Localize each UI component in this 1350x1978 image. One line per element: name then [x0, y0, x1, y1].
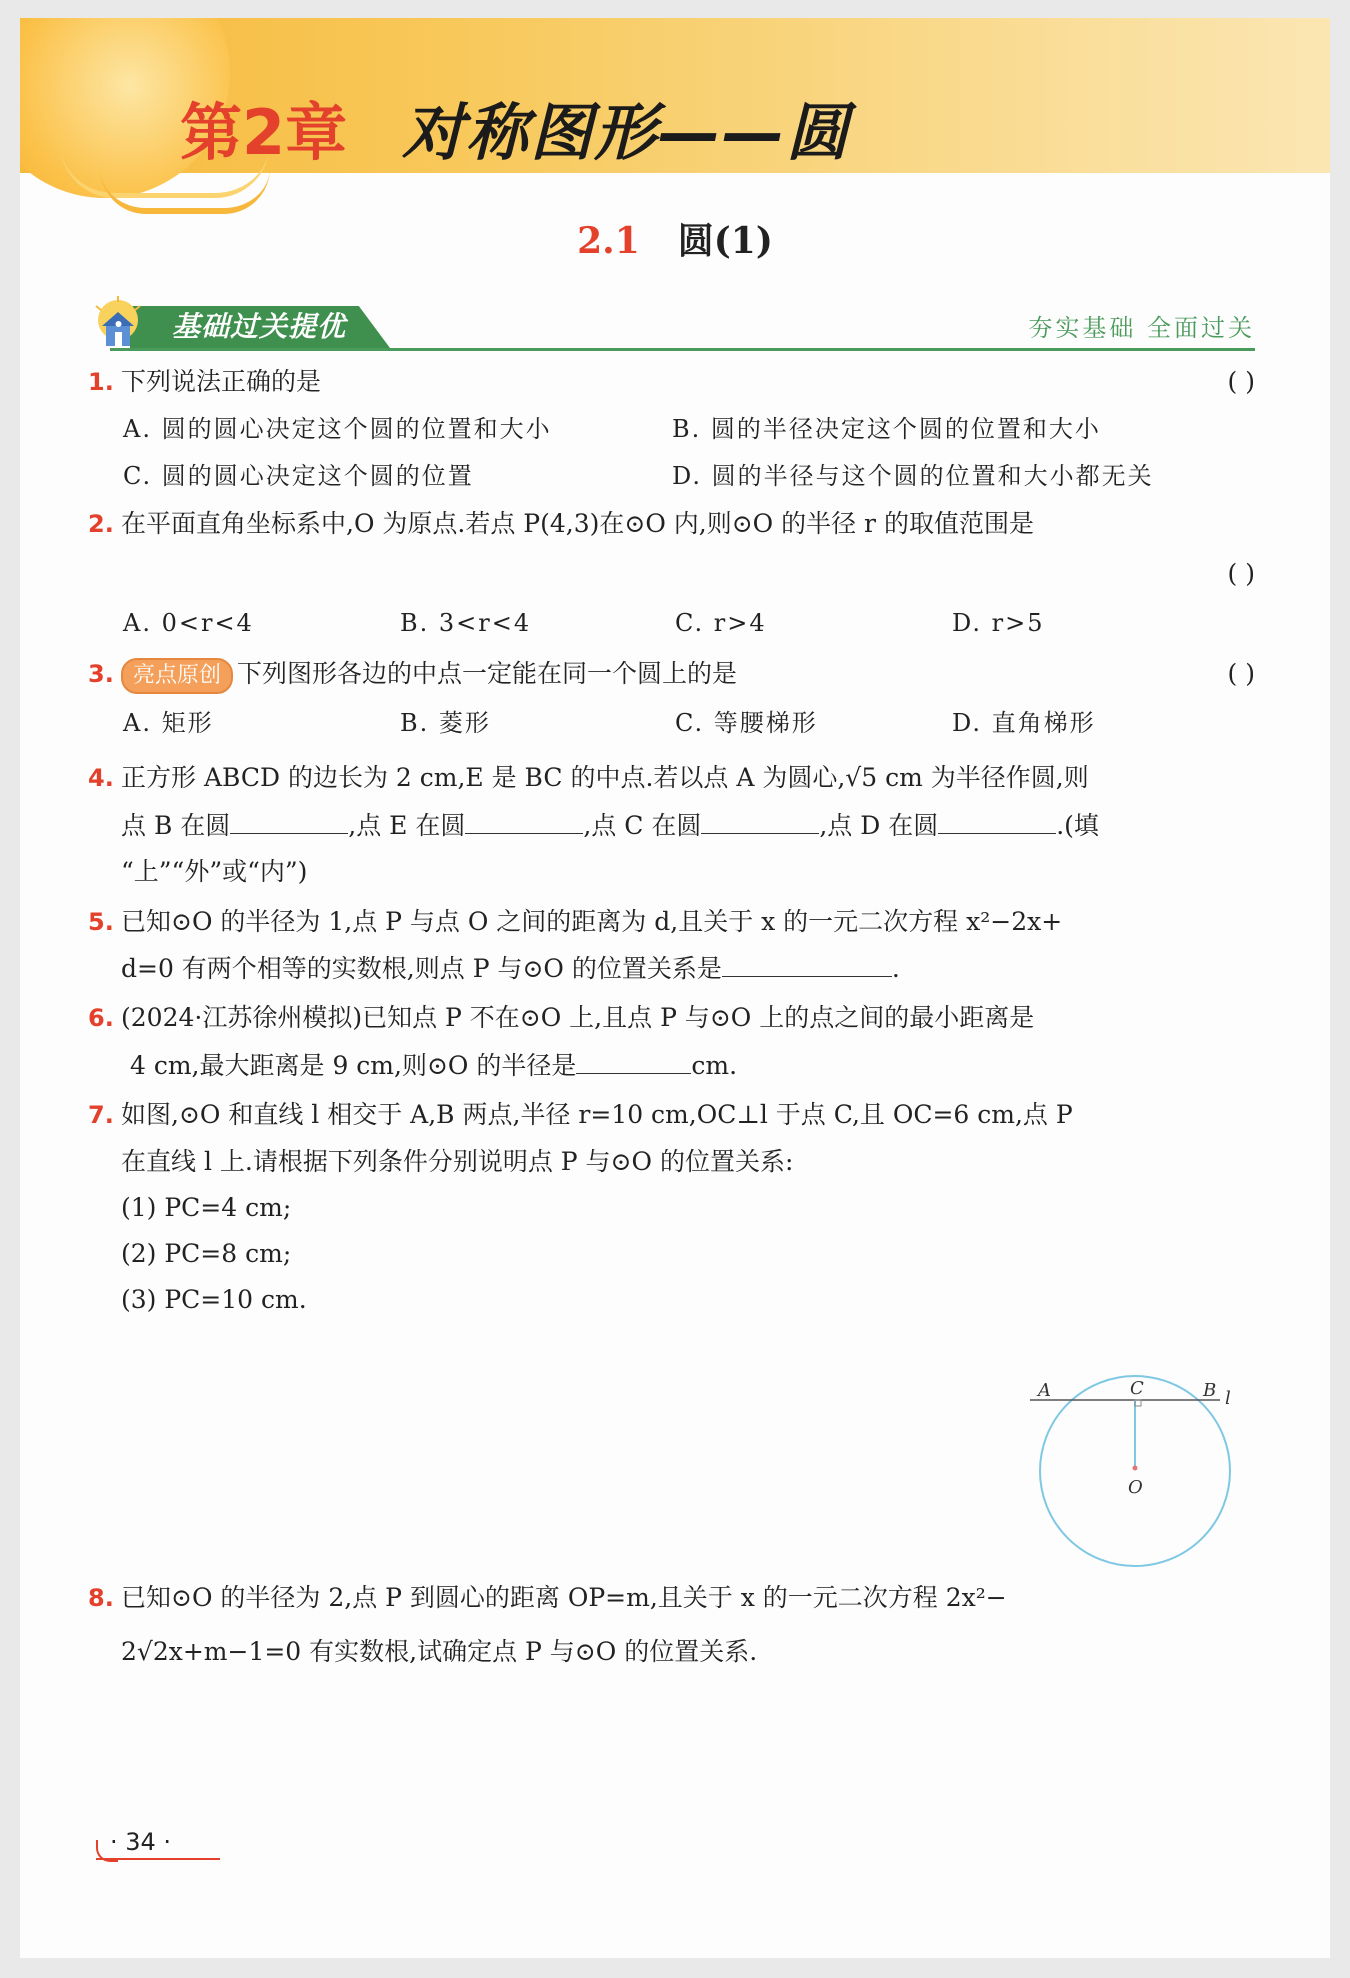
sub-question-1: (1) PC=4 cm;	[121, 1193, 292, 1222]
option-d: D. r>5	[952, 609, 1045, 637]
option-d: D. 圆的半径与这个圆的位置和大小都无关	[672, 462, 1154, 490]
question-number: 1.	[88, 368, 114, 396]
option-b: B. 菱形	[400, 709, 491, 737]
option-b: B. 圆的半径决定这个圆的位置和大小	[672, 415, 1101, 443]
question-2	[88, 502, 1034, 546]
question-5	[88, 900, 1062, 944]
question-text: 下列说法正确的是	[121, 367, 322, 396]
question-text: 已知⊙O 的半径为 1,点 P 与点 O 之间的距离为 d,且关于 x 的一元二次方程 x²−2x+	[121, 907, 1063, 936]
option-d: D. 直角梯形	[952, 709, 1096, 737]
answer-blank[interactable]	[701, 805, 819, 834]
question-number: 5.	[88, 908, 114, 936]
option-a: A. 圆的圆心决定这个圆的位置和大小	[123, 415, 552, 443]
question-number: 3.	[88, 660, 114, 688]
question-3	[88, 652, 737, 696]
circle-line-figure	[1020, 1358, 1250, 1568]
sub-question-3: (3) PC=10 cm.	[121, 1285, 307, 1314]
page-number-rule	[96, 1858, 220, 1860]
house-icon	[90, 296, 150, 352]
option-a: A. 矩形	[123, 709, 214, 737]
question-1	[88, 360, 321, 404]
chapter-number: 第2章	[180, 96, 348, 169]
question-text: 正方形 ABCD 的边长为 2 cm,E 是 BC 的中点.若以点 A 为圆心,√5 cm 为半径作圆,则	[121, 763, 1089, 792]
question-text: (2024·江苏徐州模拟)已知点 P 不在⊙O 上,且点 P 与⊙O 上的点之间的最小距离是	[121, 1003, 1035, 1032]
banner-label: 基础过关提优	[172, 310, 347, 343]
question-8	[88, 1576, 1007, 1620]
banner-slogan: 夯实基础 全面过关	[1028, 314, 1255, 342]
point-o	[1133, 1466, 1138, 1471]
question-number: 6.	[88, 1004, 114, 1032]
question-text: cm.	[691, 1051, 738, 1080]
answer-blank[interactable]	[465, 805, 583, 834]
section-title	[20, 213, 1330, 264]
page	[20, 18, 1330, 1958]
question-text: ,点 C 在圆	[583, 811, 702, 840]
question-text: 如图,⊙O 和直线 l 相交于 A,B 两点,半径 r=10 cm,OC⊥l 于点 C,且 OC=6 cm,点 P	[121, 1100, 1073, 1129]
question-number: 2.	[88, 510, 114, 538]
answer-bracket: ( )	[1227, 659, 1255, 688]
answer-blank[interactable]	[938, 805, 1056, 834]
question-number: 7.	[88, 1101, 114, 1129]
option-c: C. r>4	[675, 609, 767, 637]
question-text: 已知⊙O 的半径为 2,点 P 到圆心的距离 OP=m,且关于 x 的一元二次方程 2x²−	[121, 1583, 1007, 1612]
chapter-title: 对称图形——圆	[402, 96, 851, 169]
question-text: 下列图形各边的中点一定能在同一个圆上的是	[237, 659, 738, 688]
chapter-heading	[180, 88, 850, 178]
label-a: A	[1038, 1380, 1051, 1401]
question-text: ,点 D 在圆	[819, 811, 939, 840]
question-text: d=0 有两个相等的实数根,则点 P 与⊙O 的位置关系是	[121, 954, 722, 983]
question-4-line-3: “上”“外”或“内”)	[121, 857, 308, 886]
answer-bracket: ( )	[1227, 559, 1255, 588]
question-number: 4.	[88, 764, 114, 792]
label-c: C	[1130, 1378, 1144, 1399]
banner-rule	[110, 348, 1255, 351]
question-number: 8.	[88, 1584, 114, 1612]
label-l: l	[1225, 1388, 1231, 1409]
sub-question-2: (2) PC=8 cm;	[121, 1239, 292, 1268]
question-4-line-2	[121, 804, 1099, 848]
option-c: C. 圆的圆心决定这个圆的位置	[123, 462, 474, 490]
answer-bracket: ( )	[1227, 367, 1255, 396]
label-o: O	[1128, 1477, 1143, 1498]
question-8-line-2: 2√2x+m−1=0 有实数根,试确定点 P 与⊙O 的位置关系.	[121, 1637, 758, 1666]
question-7	[88, 1093, 1073, 1137]
page-number: · 34 ·	[110, 1828, 172, 1856]
section-number: 2.1	[577, 220, 640, 262]
answer-blank[interactable]	[230, 805, 348, 834]
question-6-line-2	[130, 1044, 737, 1088]
answer-blank[interactable]	[576, 1045, 691, 1074]
question-text: 在平面直角坐标系中,O 为原点.若点 P(4,3)在⊙O 内,则⊙O 的半径 r 的取值范围是	[121, 509, 1034, 538]
option-c: C. 等腰梯形	[675, 709, 818, 737]
question-text: .(填	[1056, 811, 1099, 840]
original-badge: 亮点原创	[121, 658, 233, 694]
question-6	[88, 996, 1034, 1040]
question-text: .	[891, 954, 900, 983]
question-text: 4 cm,最大距离是 9 cm,则⊙O 的半径是	[130, 1051, 577, 1080]
question-text: ,点 E 在圆	[348, 811, 466, 840]
section-name: 圆(1)	[677, 220, 773, 262]
label-b: B	[1203, 1380, 1217, 1401]
question-text: 点 B 在圆	[121, 811, 231, 840]
question-5-line-2	[121, 947, 900, 991]
option-a: A. 0<r<4	[123, 609, 254, 637]
question-4	[88, 756, 1089, 800]
answer-blank[interactable]	[722, 948, 892, 977]
option-b: B. 3<r<4	[400, 609, 532, 637]
question-7-line-2: 在直线 l 上.请根据下列条件分别说明点 P 与⊙O 的位置关系:	[121, 1147, 794, 1176]
section-banner	[90, 296, 1255, 352]
